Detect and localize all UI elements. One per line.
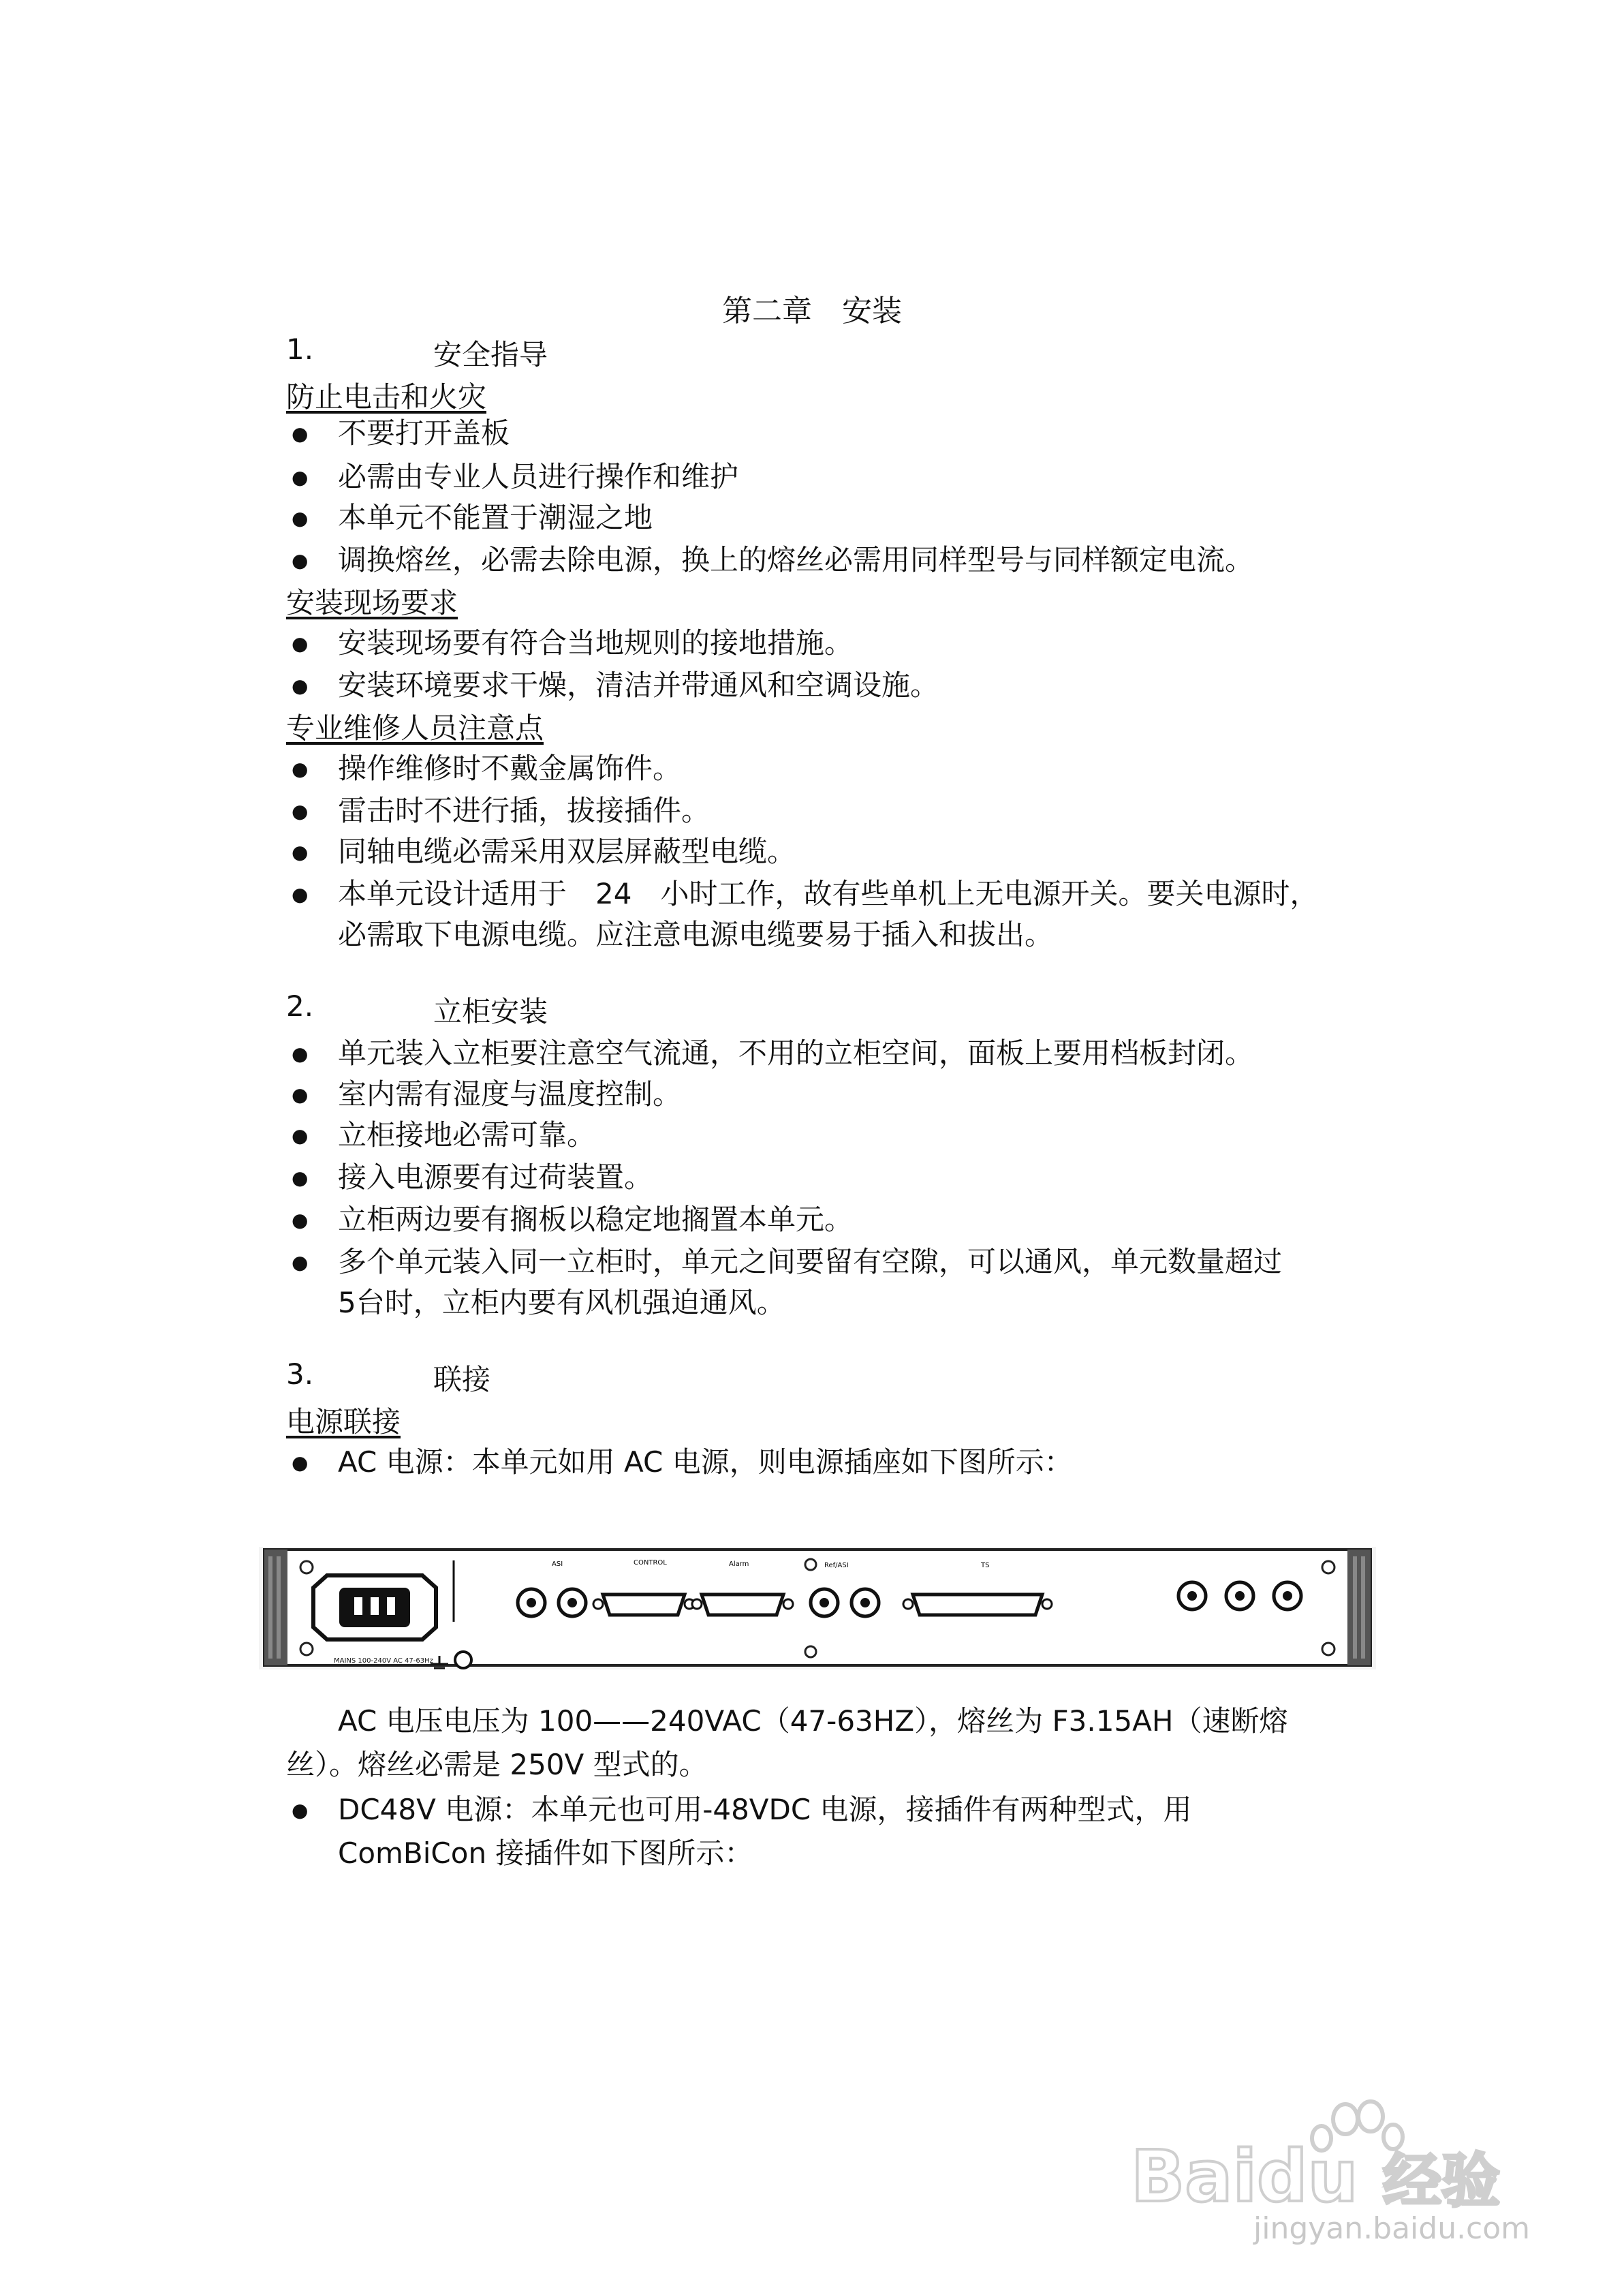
list-item-continuation: 必需取下电源电缆。应注意电源电缆要易于插入和拔出。 [338,918,1054,951]
bullet-icon: ● [292,1167,309,1189]
bullet-icon: ● [292,466,309,489]
rear-panel-diagram [259,1540,1376,1676]
section-1-title: 安全指导 [433,338,548,371]
list-item: 多个单元装入同一立柜时，单元之间要留有空隙，可以通风，单元数量超过 [338,1245,1283,1278]
watermark-brand: Baidu [1131,2135,1358,2218]
list-item: DC48V 电源：本单元也可用-48VDC 电源，接插件有两种型式，用 [338,1793,1192,1826]
subheading-maintenance: 专业维修人员注意点 [286,711,544,745]
bullet-icon: ● [292,632,309,655]
db9-control-connector [593,1595,694,1615]
rack-ear-right [1347,1550,1371,1665]
bullet-icon: ● [292,422,309,445]
bullet-icon: ● [292,758,309,780]
list-item: 雷击时不进行插，拔接插件。 [338,794,710,827]
list-item: 操作维修时不戴金属饰件。 [338,752,682,785]
list-item: 室内需有湿度与温度控制。 [338,1077,682,1111]
list-item: 安装现场要有符合当地规则的接地措施。 [338,626,854,660]
bullet-icon: ● [292,507,309,529]
bullet-icon: ● [292,841,309,863]
bullet-icon: ● [292,1251,309,1274]
section-3-number: 3. [286,1357,314,1391]
baidu-jingyan-watermark [1117,2099,1553,2249]
rack-ear-left [264,1550,287,1665]
alarm-label: Alarm [729,1560,749,1568]
subheading-power-connection: 电源联接 [286,1405,401,1438]
list-item-continuation: ComBiCon 接插件如下图所示： [338,1836,753,1870]
bullet-icon: ● [292,675,309,697]
section-3-title: 联接 [433,1363,491,1396]
list-item-continuation: 5台时，立柜内要有风机强迫通风。 [338,1286,785,1319]
mains-label: MAINS 100-240V AC 47-63Hz [334,1657,433,1665]
db25-ts-connector [903,1595,1052,1615]
ac-voltage-text: AC 电压电压为 100——240VAC（47-63HZ），熔丝为 F3.15AH（速断熔 [338,1704,1288,1738]
subheading-site-requirements: 安装现场要求 [286,586,458,619]
watermark-url: jingyan.baidu.com [1253,2211,1531,2246]
asi-label: ASI [552,1560,563,1568]
list-item: AC 电源：本单元如用 AC 电源，则电源插座如下图所示： [338,1445,1073,1479]
list-item: 安装环境要求干燥，清洁并带通风和空调设施。 [338,668,939,702]
ref-label: Ref/ASI [824,1562,849,1569]
section-2-title: 立柜安装 [433,995,548,1028]
bullet-icon: ● [292,1043,309,1065]
subheading-fire-safety: 防止电击和火灾 [286,380,487,414]
ts-label: TS [981,1562,990,1569]
list-item: 调换熔丝，必需去除电源，换上的熔丝必需用同样型号与同样额定电流。 [338,543,1254,576]
watermark-suffix: 经验 [1383,2147,1500,2215]
bullet-icon: ● [292,1451,309,1474]
bullet-icon: ● [292,800,309,822]
chapter-title: 第二章 安装 [722,294,902,328]
ground-terminal [455,1652,471,1668]
bullet-icon: ● [292,1124,309,1147]
db9-alarm-connector [692,1595,793,1615]
bullet-icon: ● [292,883,309,906]
list-item: 本单元不能置于潮湿之地 [338,501,653,534]
section-2-number: 2. [286,989,314,1023]
ac-voltage-text-continuation: 丝）。熔丝必需是 250V 型式的。 [286,1748,708,1781]
list-item: 立柜接地必需可靠。 [338,1118,596,1152]
bullet-icon: ● [292,1083,309,1106]
control-label: CONTROL [634,1559,667,1567]
bullet-icon: ● [292,1799,309,1821]
list-item: 单元装入立柜要注意空气流通，不用的立柜空间，面板上要用档板封闭。 [338,1036,1254,1070]
bullet-icon: ● [292,549,309,572]
bullet-icon: ● [292,1209,309,1231]
list-item: 本单元设计适用于 24 小时工作，故有些单机上无电源开关。要关电源时， [338,877,1319,910]
list-item: 接入电源要有过荷装置。 [338,1160,653,1194]
list-item: 立柜两边要有搁板以稳定地搁置本单元。 [338,1203,854,1236]
list-item: 必需由专业人员进行操作和维护 [338,460,739,493]
list-item: 不要打开盖板 [338,416,510,450]
ac-power-inlet [313,1575,436,1639]
list-item: 同轴电缆必需采用双层屏蔽型电缆。 [338,835,796,868]
section-1-number: 1. [286,333,314,366]
